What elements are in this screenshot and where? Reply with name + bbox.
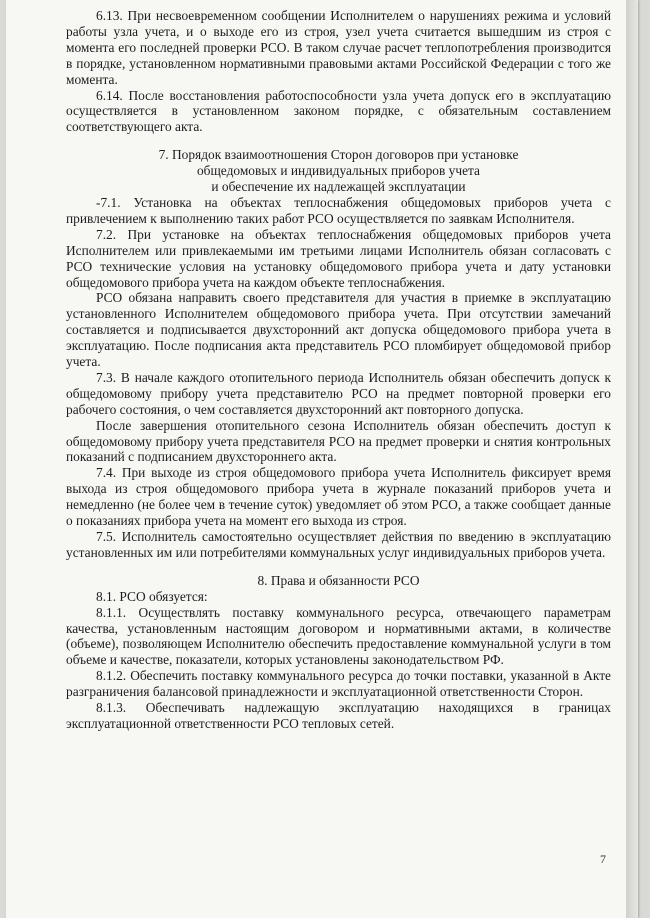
paragraph-7-2-rso: РСО обязана направить своего представителя для участия в приемке в эксплуатацию установленного Исполнителем общедомового прибора учета. При отсутствии замечаний составляется и подписывается двухсторонний акт допуска общедомового прибора учета в эксплуатацию. После подписания акта представитель РСО пломбирует общедомовой прибор учета. <box>66 290 611 370</box>
paragraph-7-3-after-season: После завершения отопительного сезона Исполнитель обязан обеспечить доступ к общедомовому прибору учета представителя РСО на предмет проверки и снятия контрольных показаний с подписанием двухстороннего акта. <box>66 417 611 465</box>
paragraph-8-1: 8.1. РСО обязуется: <box>96 588 208 604</box>
page-edge <box>626 0 638 918</box>
document-page <box>6 0 638 918</box>
section-8-heading: 8. Права и обязанности РСО <box>257 572 420 588</box>
paragraph-8-1-3: 8.1.3. Обеспечивать надлежащую эксплуатацию находящихся в границах эксплуатационной ответственности РСО тепловых сетей. <box>66 700 611 731</box>
document-body <box>66 8 611 732</box>
section-7-heading <box>66 147 611 195</box>
paragraph-6-14: 6.14. После восстановления работоспособности узла учета допуск его в эксплуатацию осуществляется в установленном законом порядке, с обязательным составлением соответствующего акта. <box>66 87 611 135</box>
page-number: 7 <box>600 852 606 866</box>
section-7-heading-line: общедомовых и индивидуальных приборов учета <box>196 163 480 179</box>
paragraph-7-4: 7.4. При выходе из строя общедомового прибора учета Исполнитель фиксирует время выхода из строя общедомового прибора учета в журнале показаний приборов учета и немедленно (не более чем в течение суток) уведомляет об этом РСО, а также сообщает данные о показаниях прибора учета на момент его выхода из строя. <box>66 465 611 529</box>
paragraph-7-5: 7.5. Исполнитель самостоятельно осуществляет действия по введению в эксплуатацию установленных им или потребителями коммунальных услуг индивидуальных приборов учета. <box>66 529 611 560</box>
paragraph-7-1: -7.1. Установка на объектах теплоснабжения общедомовых приборов учета с привлечением к выполнению таких работ РСО осуществляется по заявкам Исполнителя. <box>66 194 611 226</box>
paragraph-7-2: 7.2. При установке на объектах теплоснабжения общедомовых приборов учета Исполнителем или привлекаемыми им третьими лицами Исполнитель обязан согласовать с РСО технические условия на установку общедомового прибора учета и дату установки общедомового прибора учета на каждом объекте теплоснабжения. <box>66 226 611 290</box>
paragraph-7-3: 7.3. В начале каждого отопительного периода Исполнитель обязан обеспечить допуск к общедомовому прибору учета представителю РСО на предмет повторной проверки его рабочего состояния, о чем составляется двухсторонний акт повторного допуска. <box>66 369 611 417</box>
paragraph-8-1-2: 8.1.2. Обеспечить поставку коммунального ресурса до точки поставки, указанной в Акте разграничения балансовой принадлежности и эксплуатационной ответственности Сторон. <box>66 668 611 700</box>
section-7-heading-line: и обеспечение их надлежащей эксплуатации <box>211 179 466 195</box>
section-7-heading-line: 7. Порядок взаимоотношения Сторон договоров при установке <box>158 147 519 163</box>
paragraph-6-13: 6.13. При несвоевременном сообщении Исполнителем о нарушениях режима и условий работы узла учета, и о выходе его из строя, узел учета считается вышедшим из строя с момента его последней проверки РСО. В таком случае расчет теплопотребления производится в порядке, установленном нормативными правовыми актами Российской Федерации с того же момента. <box>66 8 611 87</box>
paragraph-8-1-1: 8.1.1. Осуществлять поставку коммунального ресурса, отвечающего параметрам качества, установленным настоящим договором и нормативными актами, в количестве (объеме), позволяющем Исполнителю обеспечить предоставление коммунальной услуги в том объеме и качестве, показатели, которых установлены законодательством РФ. <box>66 604 611 668</box>
